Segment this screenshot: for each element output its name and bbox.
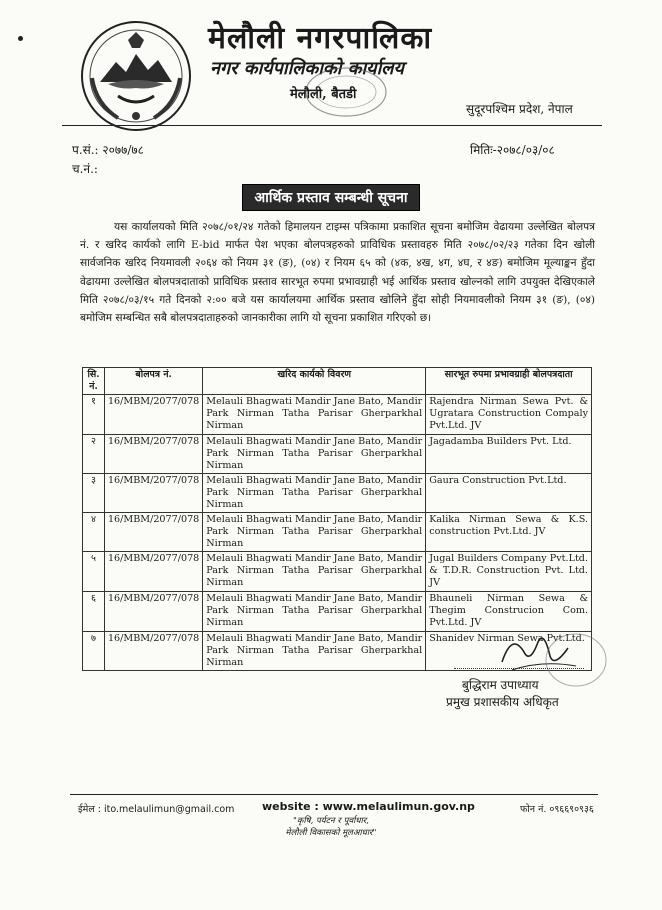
header-divider bbox=[62, 125, 602, 126]
table-row bbox=[83, 474, 592, 513]
row-bid-number: 16/MBM/2077/078 bbox=[104, 632, 202, 671]
table-row bbox=[83, 513, 592, 552]
row-serial: ४ bbox=[83, 513, 105, 552]
row-bidder: Rajendra Nirman Sewa Pvt. & Ugratara Construction Compaly Pvt.Ltd. JV bbox=[426, 395, 592, 435]
header-work-description: खरिद कार्यको विवरण bbox=[203, 368, 426, 395]
office-seal-stamp bbox=[300, 62, 392, 122]
row-description: Melauli Bhagwati Mandir Jane Bato, Mandir Park Nirman Tatha Parisar Gherparkhal Nirman bbox=[203, 632, 426, 671]
office-location: मेलौली, बैतडी bbox=[290, 87, 357, 102]
row-bid-number: 16/MBM/2077/078 bbox=[104, 513, 202, 552]
row-bidder: Kalika Nirman Sewa & K.S. construction Pvt.Ltd. JV bbox=[426, 513, 592, 552]
footer-phone: फोन नं. ०९६६९०९३६ bbox=[520, 804, 594, 815]
row-description: Melauli Bhagwati Mandir Jane Bato, Mandir Park Nirman Tatha Parisar Gherparkhal Nirman bbox=[203, 474, 426, 513]
row-bidder: Shanidev Nirman Sewa Pvt.Ltd. bbox=[426, 632, 592, 671]
table-header-row bbox=[83, 368, 592, 395]
row-bidder: Jagadamba Builders Pvt. Ltd. bbox=[426, 435, 592, 474]
header-serial: सि. नं. bbox=[83, 368, 105, 395]
signatory-name: बुद्धिराम उपाध्याय bbox=[462, 678, 539, 692]
row-serial: ३ bbox=[83, 474, 105, 513]
row-bid-number: 16/MBM/2077/078 bbox=[104, 552, 202, 592]
row-serial: २ bbox=[83, 435, 105, 474]
row-serial: ६ bbox=[83, 592, 105, 632]
signatory-title: प्रमुख प्रशासकीय अधिकृत bbox=[446, 695, 559, 709]
row-bid-number: 16/MBM/2077/078 bbox=[104, 435, 202, 474]
footer-divider bbox=[70, 794, 598, 795]
dispatch-number: च.नं.: bbox=[72, 162, 98, 176]
row-bidder: Gaura Construction Pvt.Ltd. bbox=[426, 474, 592, 513]
header-bid-number: बोलपत्र नं. bbox=[104, 368, 202, 395]
row-serial: १ bbox=[83, 395, 105, 435]
footer-website: website : www.melaulimun.gov.np bbox=[262, 800, 475, 813]
table-row bbox=[83, 552, 592, 592]
province-name: सुदूरपश्चिम प्रदेश, नेपाल bbox=[466, 102, 573, 116]
signature-line bbox=[454, 668, 584, 669]
row-description: Melauli Bhagwati Mandir Jane Bato, Mandir Park Nirman Tatha Parisar Gherparkhal Nirman bbox=[203, 395, 426, 435]
row-serial: ५ bbox=[83, 552, 105, 592]
letter-date: मितिः-२०७८/०३/०८ bbox=[470, 143, 555, 157]
footer-slogan-line-2: मेलौली विकासको मूलआधार" bbox=[285, 828, 377, 838]
row-serial: ७ bbox=[83, 632, 105, 671]
footer-email: ईमेल : ito.melaulimun@gmail.com bbox=[78, 804, 235, 815]
row-description: Melauli Bhagwati Mandir Jane Bato, Mandir Park Nirman Tatha Parisar Gherparkhal Nirman bbox=[203, 513, 426, 552]
nepal-emblem-logo bbox=[78, 18, 194, 134]
row-bidder: Bhauneli Nirman Sewa & Thegim Construcion Com. Pvt.Ltd. JV bbox=[426, 592, 592, 632]
notice-heading-wrap bbox=[0, 184, 662, 211]
municipality-title: मेलौली नगरपालिका bbox=[208, 21, 433, 56]
footer-slogan-line-1: "कृषि, पर्यटन र पूर्वाधार, bbox=[293, 816, 369, 826]
row-bidder: Jugal Builders Company Pvt.Ltd. & T.D.R. Construction Pvt. Ltd. JV bbox=[426, 552, 592, 592]
letter-reference-number: प.सं.: २०७७/७८ bbox=[72, 143, 144, 157]
header-responsive-bidder: सारभूत रुपमा प्रभावग्राही बोलपत्रदाता bbox=[426, 368, 592, 395]
notice-body: यस कार्यालयको मिति २०७८/०१/२४ गतेको हिमालयन टाइम्स पत्रिकामा प्रकाशित सूचना बमोजिम वेढायमा उल्लेखित बोलपत्र नं. र खरिद कार्यको लागि E-bid मार्फत पेश भएका बोलपत्रहरुको प्राविधिक प्रस्तावहरु मिति २०७८/०२/२३ गतेका दिन खोली सार्वजनिक खरिद नियमावली २०६४ को नियम ३१ (ङ), (०४) र नियम ६५ को (४क, ४ख, ४ग, ४घ, र ४ङ) बमोजिम मूल्याङ्कन हुँदा वेढायमा उल्लेखित बोलपत्रदाताको प्राविधिक प्रस्ताव सारभूत रुपमा प्रभावग्राही भई आर्थिक प्रस्ताव खोल्नको लागि उपयुक्त देखिएकाले मिति २०७८/०३/१५ गते दिनको २:०० बजे यस कार्यालयमा आर्थिक प्रस्ताव खोलिने हुँदा सोही नियमावलीको नियम ३१ (ङ), (०४) बमोजिम सम्बन्धित सबै बोलपत्रदाताहरुको जानकारीका लागि यो सूचना प्रकाशित गरिएको छ। bbox=[80, 221, 595, 325]
notice-heading: आर्थिक प्रस्ताव सम्बन्धी सूचना bbox=[242, 184, 421, 211]
scan-speck bbox=[18, 36, 23, 41]
table-row bbox=[83, 395, 592, 435]
row-bid-number: 16/MBM/2077/078 bbox=[104, 474, 202, 513]
office-subtitle: नगर कार्यपालिकाको कार्यालय bbox=[210, 58, 404, 79]
row-description: Melauli Bhagwati Mandir Jane Bato, Mandir Park Nirman Tatha Parisar Gherparkhal Nirman bbox=[203, 552, 426, 592]
row-bid-number: 16/MBM/2077/078 bbox=[104, 592, 202, 632]
row-description: Melauli Bhagwati Mandir Jane Bato, Mandir Park Nirman Tatha Parisar Gherparkhal Nirman bbox=[203, 592, 426, 632]
row-bid-number: 16/MBM/2077/078 bbox=[104, 395, 202, 435]
row-description: Melauli Bhagwati Mandir Jane Bato, Mandir Park Nirman Tatha Parisar Gherparkhal Nirman bbox=[203, 435, 426, 474]
table-row bbox=[83, 435, 592, 474]
